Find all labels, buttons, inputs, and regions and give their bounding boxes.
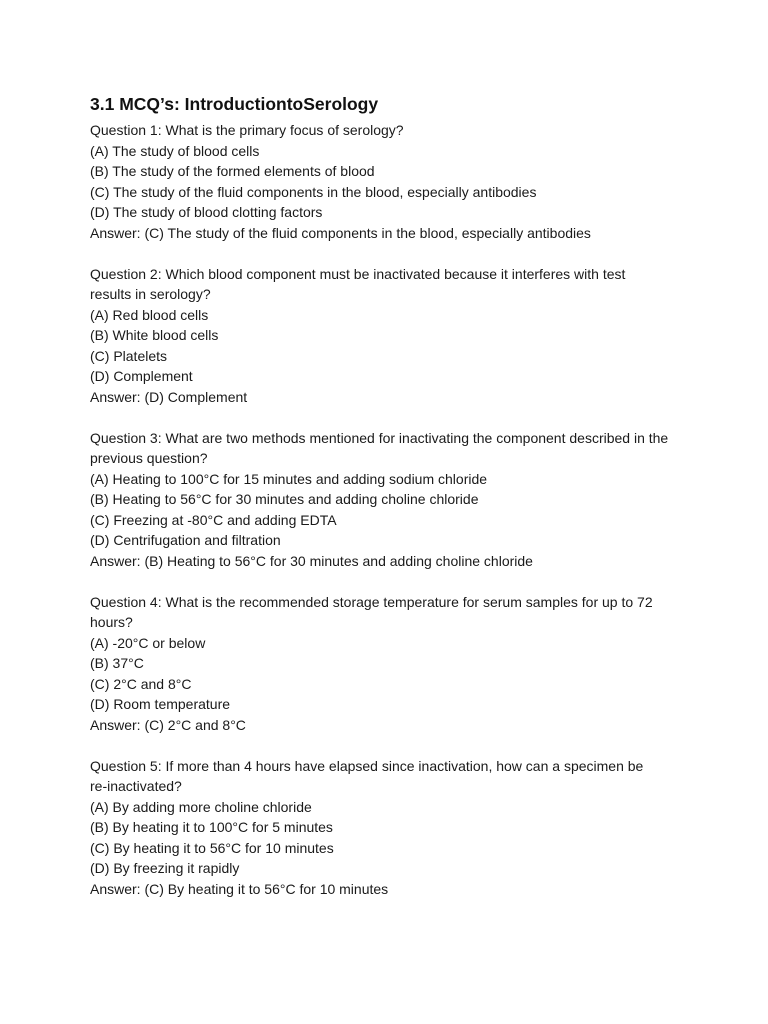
option-b: (B) By heating it to 100°C for 5 minutes bbox=[90, 819, 333, 835]
option-a: (A) -20°C or below bbox=[90, 634, 206, 651]
document-page bbox=[90, 92, 710, 920]
question-3 bbox=[90, 428, 710, 572]
answer-text: Answer: (C) 2°C and 8°C bbox=[90, 716, 246, 733]
answer-text: Answer: (C) By heating it to 56°C for 10 minutes bbox=[90, 880, 389, 897]
question-1 bbox=[90, 120, 710, 243]
option-b: (B) Heating to 56°C for 30 minutes and adding choline chloride bbox=[90, 491, 479, 507]
question-4 bbox=[90, 592, 710, 736]
option-a: (A) By adding more choline chloride bbox=[90, 798, 312, 815]
option-a: (A) Red blood cells bbox=[90, 306, 209, 323]
option-b: (B) White blood cells bbox=[90, 327, 219, 343]
answer-text: Answer: (D) Complement bbox=[90, 388, 248, 405]
option-c: (C) By heating it to 56°C for 10 minutes bbox=[90, 839, 334, 856]
question-text: Question 4: What is the recommended storage temperature for serum samples for up to 72 bbox=[90, 593, 653, 610]
question-text: Question 5: If more than 4 hours have elapsed since inactivation, how can a specimen be bbox=[90, 757, 644, 774]
option-d: (D) The study of blood clotting factors bbox=[90, 204, 323, 220]
option-c: (C) The study of the fluid components in the blood, especially antibodies bbox=[90, 183, 537, 200]
option-a: (A) The study of blood cells bbox=[90, 142, 260, 159]
question-text-continued: hours? bbox=[90, 614, 133, 630]
option-b: (B) The study of the formed elements of blood bbox=[90, 163, 375, 179]
question-text-continued: re-inactivated? bbox=[90, 778, 182, 794]
option-c: (C) Platelets bbox=[90, 347, 168, 364]
option-d: (D) Complement bbox=[90, 368, 193, 384]
question-text-continued: results in serology? bbox=[90, 286, 211, 302]
option-c: (C) Freezing at -80°C and adding EDTA bbox=[90, 511, 337, 528]
question-2 bbox=[90, 264, 710, 408]
question-text: Question 1: What is the primary focus of serology? bbox=[90, 122, 404, 138]
option-a: (A) Heating to 100°C for 15 minutes and adding sodium chloride bbox=[90, 470, 488, 487]
option-d: (D) Room temperature bbox=[90, 696, 231, 712]
option-c: (C) 2°C and 8°C bbox=[90, 675, 192, 692]
option-b: (B) 37°C bbox=[90, 655, 144, 671]
page-title: 3.1 MCQ’s: IntroductiontoSerology bbox=[90, 94, 379, 114]
question-text: Question 2: Which blood component must be inactivated because it interferes with test bbox=[90, 265, 626, 282]
option-d: (D) Centrifugation and filtration bbox=[90, 532, 281, 548]
question-text-continued: previous question? bbox=[90, 450, 208, 466]
answer-text: Answer: (C) The study of the fluid components in the blood, especially antibodies bbox=[90, 224, 591, 241]
option-d: (D) By freezing it rapidly bbox=[90, 860, 240, 876]
question-5 bbox=[90, 756, 710, 900]
question-text: Question 3: What are two methods mentioned for inactivating the component described in the bbox=[90, 429, 669, 446]
answer-text: Answer: (B) Heating to 56°C for 30 minutes and adding choline chloride bbox=[90, 552, 533, 569]
